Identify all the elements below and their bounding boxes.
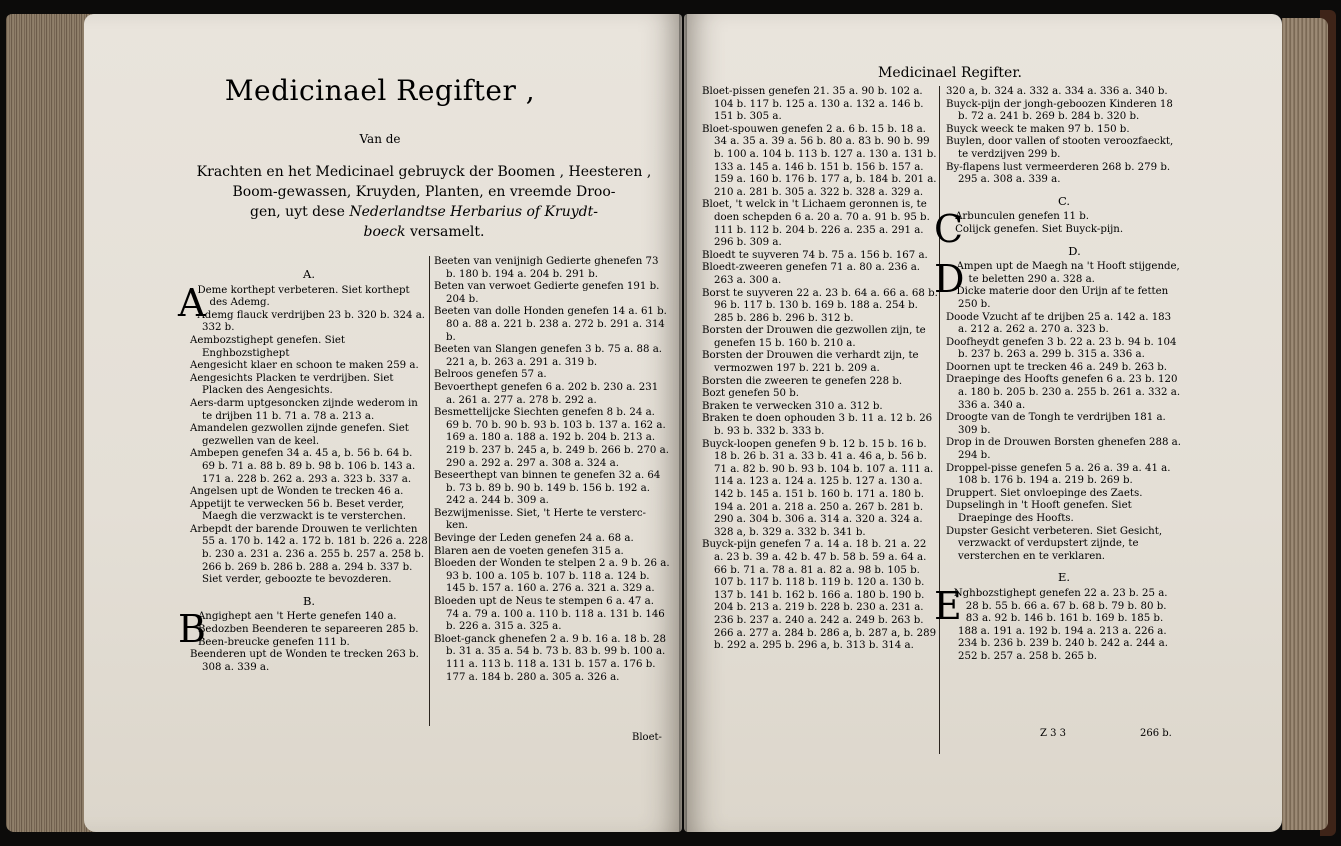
page-title: Medicinael Regifter , [224,74,536,107]
section-heading-b: B. [302,593,316,608]
index-entry: Bloeden der Wonden te stelpen 2 a. 9 b. 26 a. 93 b. 100 a. 105 b. 107 b. 118 a. 124 b. 145 b. 157 a. 160 a. 276 a. 321 a. 329 a. [434,558,670,595]
drop-cap-b: B [178,607,206,652]
column-rule-left [429,256,430,726]
index-entry: Deme korthept verbeteren. Siet korthept des Ademg. [197,284,410,309]
page-subtitle [178,162,670,242]
index-entry: Bloedt te suyveren 74 b. 75 a. 156 b. 167 a. [702,249,928,261]
index-entry: Borsten der Drouwen die gezwollen zijn, te genefen 15 b. 160 b. 210 a. [702,325,926,349]
index-entry: Bloet-spouwen genefen 2 a. 6 b. 15 b. 18 a. 34 a. 35 a. 39 a. 56 b. 80 a. 83 b. 90 b. 99 b. 100 a. 104 b. 113 b. 127 a. 130 a. 131 b. 133 a. 145 a. 146 b. 151 b. 156 b. 157 a. 159 a. 160 b. 176 b. 177 a, b. 184 b. 201 a. 210 a. 281 b. 305 a. 322 b. 328 a. 329 a. [702,123,937,198]
drop-cap-a: A [178,280,206,325]
index-entry: Angighept aen 't Herte genefen 140 a. [197,611,397,623]
index-entry: Drop in de Drouwen Borsten ghenefen 288 a. 294 b. [946,437,1181,462]
running-head: Medicinael Regifter. [878,65,1022,81]
index-entry: Druppert. Siet onvloepinge des Zaets. [946,487,1143,499]
index-entry: Blaren aen de voeten genefen 315 a. [434,545,624,557]
subtitle-line-1: Krachten en het Medicinael gebruyck der Boomen , Heesteren , [196,164,652,180]
index-entry: Aembozstighept genefen. Siet Enghbozstighept [190,334,345,359]
index-entry: Braken te doen ophouden 3 b. 11 a. 12 b. 26 b. 93 b. 332 b. 333 b. [702,413,933,438]
index-entry: Angelsen upt de Wonden te trecken 46 a. [190,486,404,498]
section-heading-e: E. [1057,570,1071,585]
index-entry: Bloet-ganck ghenefen 2 a. 9 b. 16 a. 18 b. 28 b. 31 a. 35 a. 54 b. 73 b. 83 b. 99 b. 100 a. 111 a. 113 b. 118 a. 131 b. 157 a. 176 b. 177 a. 184 b. 280 a. 305 a. 326 a. [434,633,666,683]
drop-cap-d: D [934,257,965,302]
index-entry: Nghbozstighept genefen 22 a. 23 b. 25 a. 28 b. 55 b. 66 a. 67 b. 68 b. 79 b. 80 b. 83 a. 92 b. 146 b. 161 b. 169 b. 185 b. 188 a. 191 a. 192 b. 194 a. 213 a. 226 a. 234 b. 236 b. 239 b. 240 b. 242 a. 244 a. 252 b. 257 a. 258 b. 265 b. [953,587,1168,662]
index-entry: Bevoerthept genefen 6 a. 202 b. 230 a. 231 a. 261 a. 277 a. 278 b. 292 a. [434,381,659,406]
index-entry: Bloet, 't welck in 't Lichaem geronnen is, te doen schepden 6 a. 20 a. 70 a. 91 b. 95 b. 111 b. 112 b. 204 b. 226 a. 235 a. 291 a. 296 b. 309 a. [702,199,930,249]
index-entry: Draepinge des Hoofts genefen 6 a. 23 b. 120 a. 180 b. 205 b. 230 a. 255 b. 261 a. 332 a. 336 a. 340 a. [946,374,1181,411]
index-entry: Beeten van dolle Honden genefen 14 a. 61 b. 80 a. 88 a. 221 b. 238 a. 272 b. 291 a. 314 b. [434,306,667,343]
index-entry: Bedozben Beenderen te separeeren 285 b. [197,624,419,636]
section-heading-d: D. [1068,243,1081,258]
index-entry: By-flapens lust vermeerderen 268 b. 279 b. 295 a. 308 a. 339 a. [946,161,1171,186]
subtitle-line-3: gen, uyt dese Nederlandtse Herbarius of Kruydt- [250,204,598,220]
index-entry: Buyck-pijn genefen 7 a. 14 a. 18 b. 21 a. 22 a. 23 b. 39 a. 42 b. 47 b. 58 b. 59 a. 64 a. 66 b. 71 a. 78 a. 81 a. 82 a. 98 b. 105 b. 107 b. 117 b. 118 b. 119 b. 120 a. 130 b. 137 b. 141 b. 162 b. 166 a. 180 b. 190 b. 204 b. 213 a. 219 b. 228 b. 230 a. 231 a. 236 b. 237 a. 240 a. 242 a. 249 b. 263 b. 266 a. 277 a. 284 b. 286 a, b. 287 a, b. 289 b. 292 a. 295 b. 296 a, b. 313 b. 314 a. [702,539,937,652]
index-entry: Borst te suyveren 22 a. 23 b. 64 a. 66 a. 68 b. 96 b. 117 b. 130 b. 169 b. 188 a. 254 b. 285 b. 286 b. 296 b. 312 b. [702,287,938,324]
index-entry: Buyck-loopen genefen 9 b. 12 b. 15 b. 16 b. 18 b. 26 b. 31 a. 33 b. 41 a. 46 a, b. 56 b. 71 a. 82 b. 90 b. 93 b. 104 b. 107 a. 111 a. 114 a. 123 a. 124 a. 125 b. 127 a. 130 a. 142 b. 145 a. 151 b. 160 b. 171 a. 180 b. 194 a. 201 a. 218 a. 250 a. 267 b. 281 b. 290 a. 304 b. 306 a. 314 a. 320 a. 324 a. 328 a, b. 329 a. 332 b. 341 b. [702,438,934,538]
entry-list-b-right [702,86,938,653]
entry-list-b [190,611,428,674]
index-entry: Braken te verwecken 310 a. 312 b. [702,400,883,412]
index-entry: Doofheydt genefen 3 b. 22 a. 23 b. 94 b. 104 b. 237 b. 263 a. 299 b. 315 a. 336 a. [946,336,1177,361]
index-entry: Dupster Gesicht verbeteren. Siet Gesicht, verzwackt of verdupstert zijnde, te versterchen en te verklaren. [946,525,1163,562]
catchword-left: Bloet- [632,732,662,743]
index-entry: Buyck-pijn der jongh-geboozen Kinderen 18 b. 72 a. 241 b. 269 b. 284 b. 320 b. [946,98,1173,123]
index-entry: Dicke materie door den Urijn af te fetten 250 b. [956,286,1169,310]
entry-list-d [946,261,1182,563]
index-entry: Appetijt te verwecken 56 b. Beset verder, Maegh die verzwackt is te versterchen. [190,498,406,523]
entry-list-b-continued [434,256,670,684]
index-entry: Aengesicht klaer en schoon te maken 259 a. [190,360,419,372]
index-entry: Ampen upt de Maegh na 't Hooft stijgende, te beletten 290 a. 328 a. [956,261,1180,285]
index-entry: Borsten der Drouwen die verhardt zijn, te vermozwen 197 b. 221 b. 209 a. [702,350,919,375]
index-entry: Beseerthept van binnen te genefen 32 a. 64 b. 73 b. 89 b. 90 b. 149 b. 156 b. 192 a. 242 a. 244 b. 309 a. [434,470,661,507]
index-entry: Aers-darm uptgesoncken zijnde wederom in te drijben 11 b. 71 a. 78 a. 213 a. [190,397,418,422]
index-entry: Amandelen gezwollen zijnde genefen. Siet gezwellen van de keel. [190,423,409,447]
index-entry: Bozt genefen 50 b. [702,388,800,400]
index-entry: Borsten die zweeren te genefen 228 b. [702,375,903,387]
drop-cap-e: E [934,583,962,628]
index-entry: Been-breucke genefen 111 b. [197,636,350,648]
subtitle-line-2: Boom-gewassen, Kruyden, Planten, en vreemde Droo- [232,184,616,200]
index-entry: Beeten van venijnigh Gedierte ghenefen 73 b. 180 b. 194 a. 204 b. 291 b. [434,256,659,280]
book-gutter [679,14,687,832]
title-connector: Van de [359,132,401,146]
index-entry: Aengesichts Placken te verdrijben. Siet Placken des Aengesichts. [190,372,394,397]
section-heading-c: C. [1057,193,1071,208]
right-column-2 [934,86,1182,664]
entry-list-c [946,211,1182,236]
index-entry: Doode Vzucht af te drijben 25 a. 142 a. 183 a. 212 a. 262 a. 270 a. 323 b. [946,311,1172,336]
drop-cap-c: C [934,207,964,252]
entry-list-e [946,588,1182,664]
entry-list-b-tail [946,86,1182,187]
index-entry: Droppel-pisse genefen 5 a. 26 a. 39 a. 41 a. 108 b. 176 b. 194 a. 219 b. 269 b. [946,462,1171,487]
index-entry: Bloedt-zweeren genefen 71 a. 80 a. 236 a. 263 a. 300 a. [702,262,921,286]
left-column-1 [178,260,428,674]
left-column-2 [434,256,670,684]
index-entry: Doornen upt te trecken 46 a. 249 b. 263 b. [946,361,1168,373]
right-column-1 [702,86,938,653]
signature-mark: Z 3 3 [1040,728,1067,739]
index-entry: Belroos genefen 57 a. [434,369,547,381]
subtitle-line-4: boeck versamelt. [363,224,485,240]
index-entry: Bevinge der Leden genefen 24 a. 68 a. [434,533,634,545]
section-heading-a: A. [303,267,315,281]
index-entry: Beeten van Slangen genefen 3 b. 75 a. 88 a. 221 a, b. 263 a. 291 a. 319 b. [434,344,663,368]
index-entry: Bloeden upt de Neus te stempen 6 a. 47 a. 74 a. 79 a. 100 a. 110 b. 118 a. 131 b. 146 b. 226 a. 315 a. 325 a. [434,596,665,633]
index-entry: Dupselingh in 't Hooft genefen. Siet Draepinge des Hoofts. [946,500,1132,524]
index-entry: Ambepen genefen 34 a. 45 a, b. 56 b. 64 b. 69 b. 71 a. 88 b. 89 b. 98 b. 106 b. 143 a. 171 a. 228 b. 262 a. 293 a. 323 b. 337 a. [190,448,416,485]
page-edges-right [1282,18,1328,830]
index-entry: Colijck genefen. Siet Buyck-pijn. [955,223,1124,235]
index-entry: Ademg flauck verdrijben 23 b. 320 b. 324 a. 332 b. [197,309,426,334]
index-entry: Bezwijmenisse. Siet, 't Herte te versterc- ken. [434,507,646,532]
index-entry: Beten van verwoet Gedierte genefen 191 b. 204 b. [434,281,660,305]
index-entry: Buyck weeck te maken 97 b. 150 b. [946,123,1130,135]
index-entry: 320 a, b. 324 a. 332 a. 334 a. 336 a. 340 b. [946,86,1168,97]
index-entry: Buylen, door vallen of stooten veroozfaeckt, te verdzijven 299 b. [946,136,1174,160]
entry-list-a [190,285,428,587]
column-rule-right [939,86,940,754]
index-entry: Bloet-pissen genefen 21. 35 a. 90 b. 102 a. 104 b. 117 b. 125 a. 130 a. 132 a. 146 b. 151 b. 305 a. [702,86,924,123]
catchword-right: 266 b. [1140,728,1172,739]
index-entry: Droogte van de Tongh te verdrijben 181 a. 309 b. [946,412,1166,436]
index-entry: Arbepdt der barende Drouwen te verlichten 55 a. 170 b. 142 a. 172 b. 181 b. 226 a. 228 b. 230 a. 231 a. 236 a. 255 b. 257 a. 258 b. 266 b. 269 b. 286 b. 288 a. 294 b. 337 b. Siet verder, geboozte te bevozderen. [190,523,428,586]
index-entry: Beenderen upt de Wonden te trecken 263 b. 308 a. 339 a. [190,649,419,673]
page-edges-left [6,14,96,832]
index-entry: Besmettelijcke Siechten genefen 8 b. 24 a. 69 b. 70 b. 90 b. 93 b. 103 b. 137 a. 162 a. 169 a. 180 a. 188 a. 192 b. 204 b. 213 a. 219 b. 237 b. 245 a, b. 249 b. 266 b. 270 a. 290 a. 292 a. 297 a. 308 a. 324 a. [434,407,669,469]
index-entry: Arbunculen genefen 11 b. [955,211,1090,223]
